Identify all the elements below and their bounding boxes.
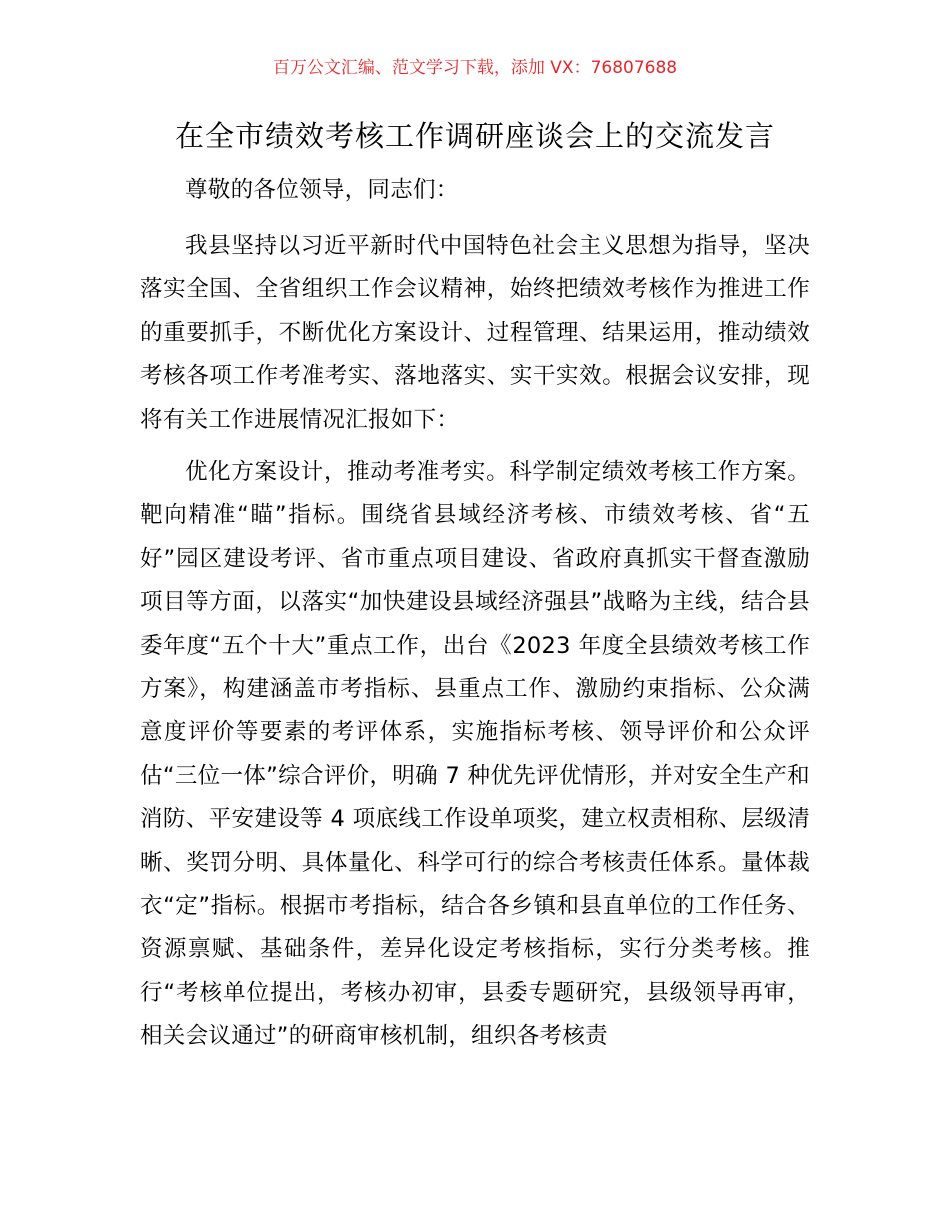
body-paragraph: 优化方案设计，推动考准考实。科学制定绩效考核工作方案。靶向精准“瞄”指标。围绕省县域经济考核、市绩效考核、省“五好”园区建设考评、省市重点项目建设、省政府真抓实干督查激励项目等方面，以落实“加快建设县域经济强县”战略为主线，结合县委年度“五个十大”重点工作，出台《2023 年度全县绩效考核工作方案》，构建涵盖市考指标、县重点工作、激励约束指标、公众满意度评价等要素的考评体系，实施指标考核、领导评价和公众评估“三位一体”综合评价，明确 7 种优先评优情形，并对安全生产和消防、平安建设等 4 项底线工作设单项奖，建立权责相称、层级清晰、奖罚分明、具体量化、科学可行的综合考核责任体系。量体裁衣“定”指标。根据市考指标，结合各乡镇和县直单位的工作任务、资源禀赋、基础条件，差异化设定考核指标，实行分类考核。推行“考核单位提出，考核办初审，县委专题研究，县级领导再审，相关会议通过”的研商审核机制，组织各考核责	[140, 459, 810, 1050]
header-banner: 百万公文汇编、范文学习下载，添加 VX：76807688	[272, 58, 678, 78]
body-paragraph: 我县坚持以习近平新时代中国特色社会主义思想为指导，坚决落实全国、全省组织工作会议精神，始终把绩效考核作为推进工作的重要抓手，不断优化方案设计、过程管理、结果运用，推动绩效考核各项工作考准考实、落地落实、实干实效。根据会议安排，现将有关工作进展情况汇报如下：	[140, 233, 810, 433]
salutation-block	[140, 169, 810, 212]
document-title: 在全市绩效考核工作调研座谈会上的交流发言	[174, 119, 775, 153]
salutation: 尊敬的各位领导，同志们：	[185, 177, 459, 203]
paragraph-block-2	[140, 451, 810, 1059]
paragraph-block-1	[140, 225, 810, 442]
